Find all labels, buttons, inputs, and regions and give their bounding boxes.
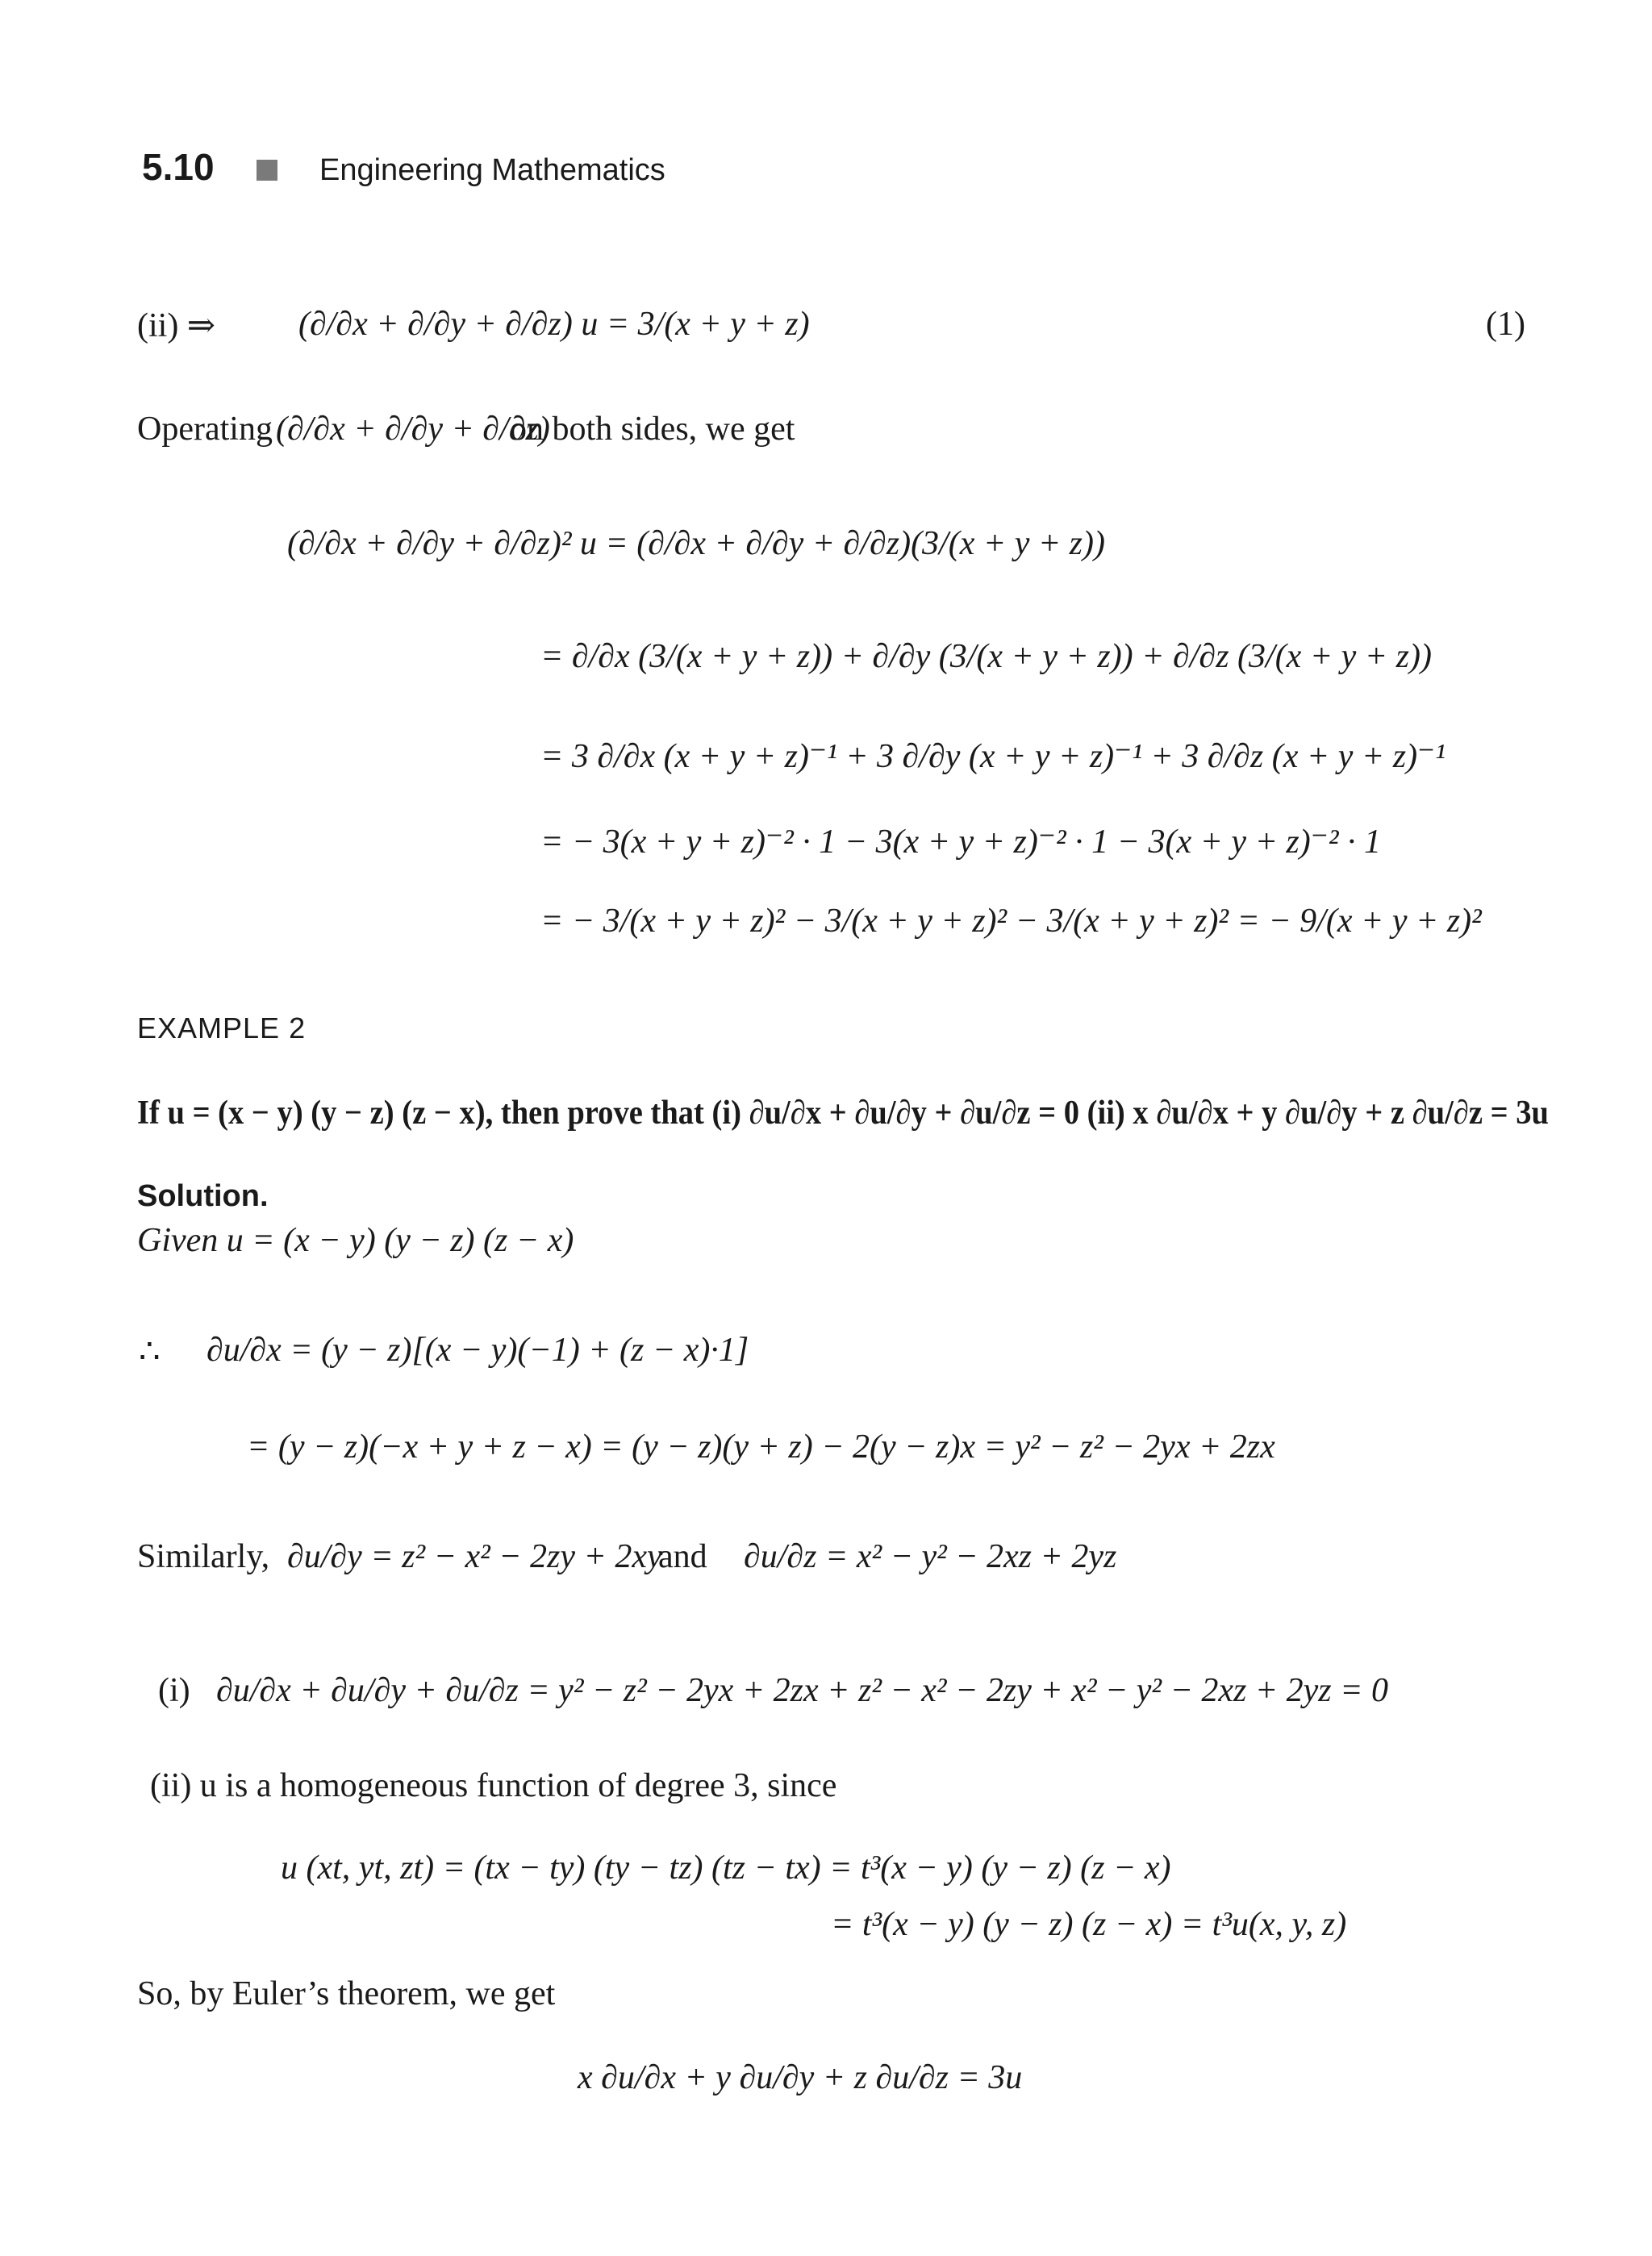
euler-text: So, by Euler’s theorem, we get [137, 1975, 556, 2012]
solution-heading: Solution. [137, 1179, 269, 1213]
partial-u-x-step-2: = (y − z)(−x + y + z − x) = (y − z)(y + z) − 2(y − z)x = y² − z² − 2yx + 2zx [247, 1428, 1275, 1466]
and-label: and [658, 1538, 707, 1575]
operating-operator: (∂/∂x + ∂/∂y + ∂/∂z) [276, 411, 550, 448]
partial-u-z: ∂u/∂z = x² − y² − 2xz + 2yz [744, 1538, 1117, 1575]
similarly-label: Similarly, [137, 1538, 270, 1575]
euler-result: x ∂u/∂x + y ∂u/∂y + z ∂u/∂z = 3u [578, 2059, 1023, 2096]
example-heading: EXAMPLE 2 [137, 1011, 307, 1045]
part-i-label: (i) [158, 1672, 190, 1709]
line1-label: (ii) ⇒ [137, 307, 216, 344]
partial-u-y: ∂u/∂y = z² − x² − 2zy + 2xy [287, 1538, 662, 1575]
homogeneity-step-2: = t³(x − y) (y − z) (z − x) = t³u(x, y, z) [831, 1906, 1347, 1943]
derivation-step-2: = ∂/∂x (3/(x + y + z)) + ∂/∂y (3/(x + y + z)) + ∂/∂z (3/(x + y + z)) [540, 638, 1432, 675]
homogeneity-step-1: u (xt, yt, zt) = (tx − ty) (ty − tz) (tz − tx) = t³(x − y) (y − z) (z − x) [281, 1849, 1171, 1887]
derivation-step-1: (∂/∂x + ∂/∂y + ∂/∂z)² u = (∂/∂x + ∂/∂y + ∂/∂z)(3/(x + y + z)) [287, 525, 1105, 562]
part-ii-text: (ii) u is a homogeneous function of degree 3, since [150, 1767, 837, 1804]
operating-suffix: on both sides, we get [510, 411, 795, 448]
solution-given: Given u = (x − y) (y − z) (z − x) [137, 1222, 574, 1259]
book-title: Engineering Mathematics [319, 153, 665, 187]
derivation-step-3: = 3 ∂/∂x (x + y + z)⁻¹ + 3 ∂/∂y (x + y + z)⁻¹ + 3 ∂/∂z (x + y + z)⁻¹ [540, 738, 1446, 775]
therefore-symbol: ∴ [139, 1333, 161, 1370]
example-statement: If u = (x − y) (y − z) (z − x), then prove that (i) ∂u/∂x + ∂u/∂y + ∂u/∂z = 0 (ii) x ∂u/∂x + y ∂u/∂y + z ∂u/∂z = 3u [137, 1095, 1549, 1132]
partial-u-x-step-1: ∂u/∂x = (y − z)[(x − y)(−1) + (z − x)·1] [206, 1332, 749, 1369]
page-number: 5.10 [142, 146, 215, 188]
operating-prefix: Operating [137, 411, 273, 448]
equation-number-1: (1) [1486, 306, 1525, 343]
part-i-equation: ∂u/∂x + ∂u/∂y + ∂u/∂z = y² − z² − 2yx + 2zx + z² − x² − 2zy + x² − y² − 2xz + 2yz = 0 [216, 1672, 1388, 1709]
derivation-step-5: = − 3/(x + y + z)² − 3/(x + y + z)² − 3/(x + y + z)² = − 9/(x + y + z)² [540, 903, 1482, 940]
equation-1: (∂/∂x + ∂/∂y + ∂/∂z) u = 3/(x + y + z) [298, 306, 810, 343]
header-square-bullet [257, 160, 277, 181]
derivation-step-4: = − 3(x + y + z)⁻² · 1 − 3(x + y + z)⁻² · 1 − 3(x + y + z)⁻² · 1 [540, 824, 1382, 861]
